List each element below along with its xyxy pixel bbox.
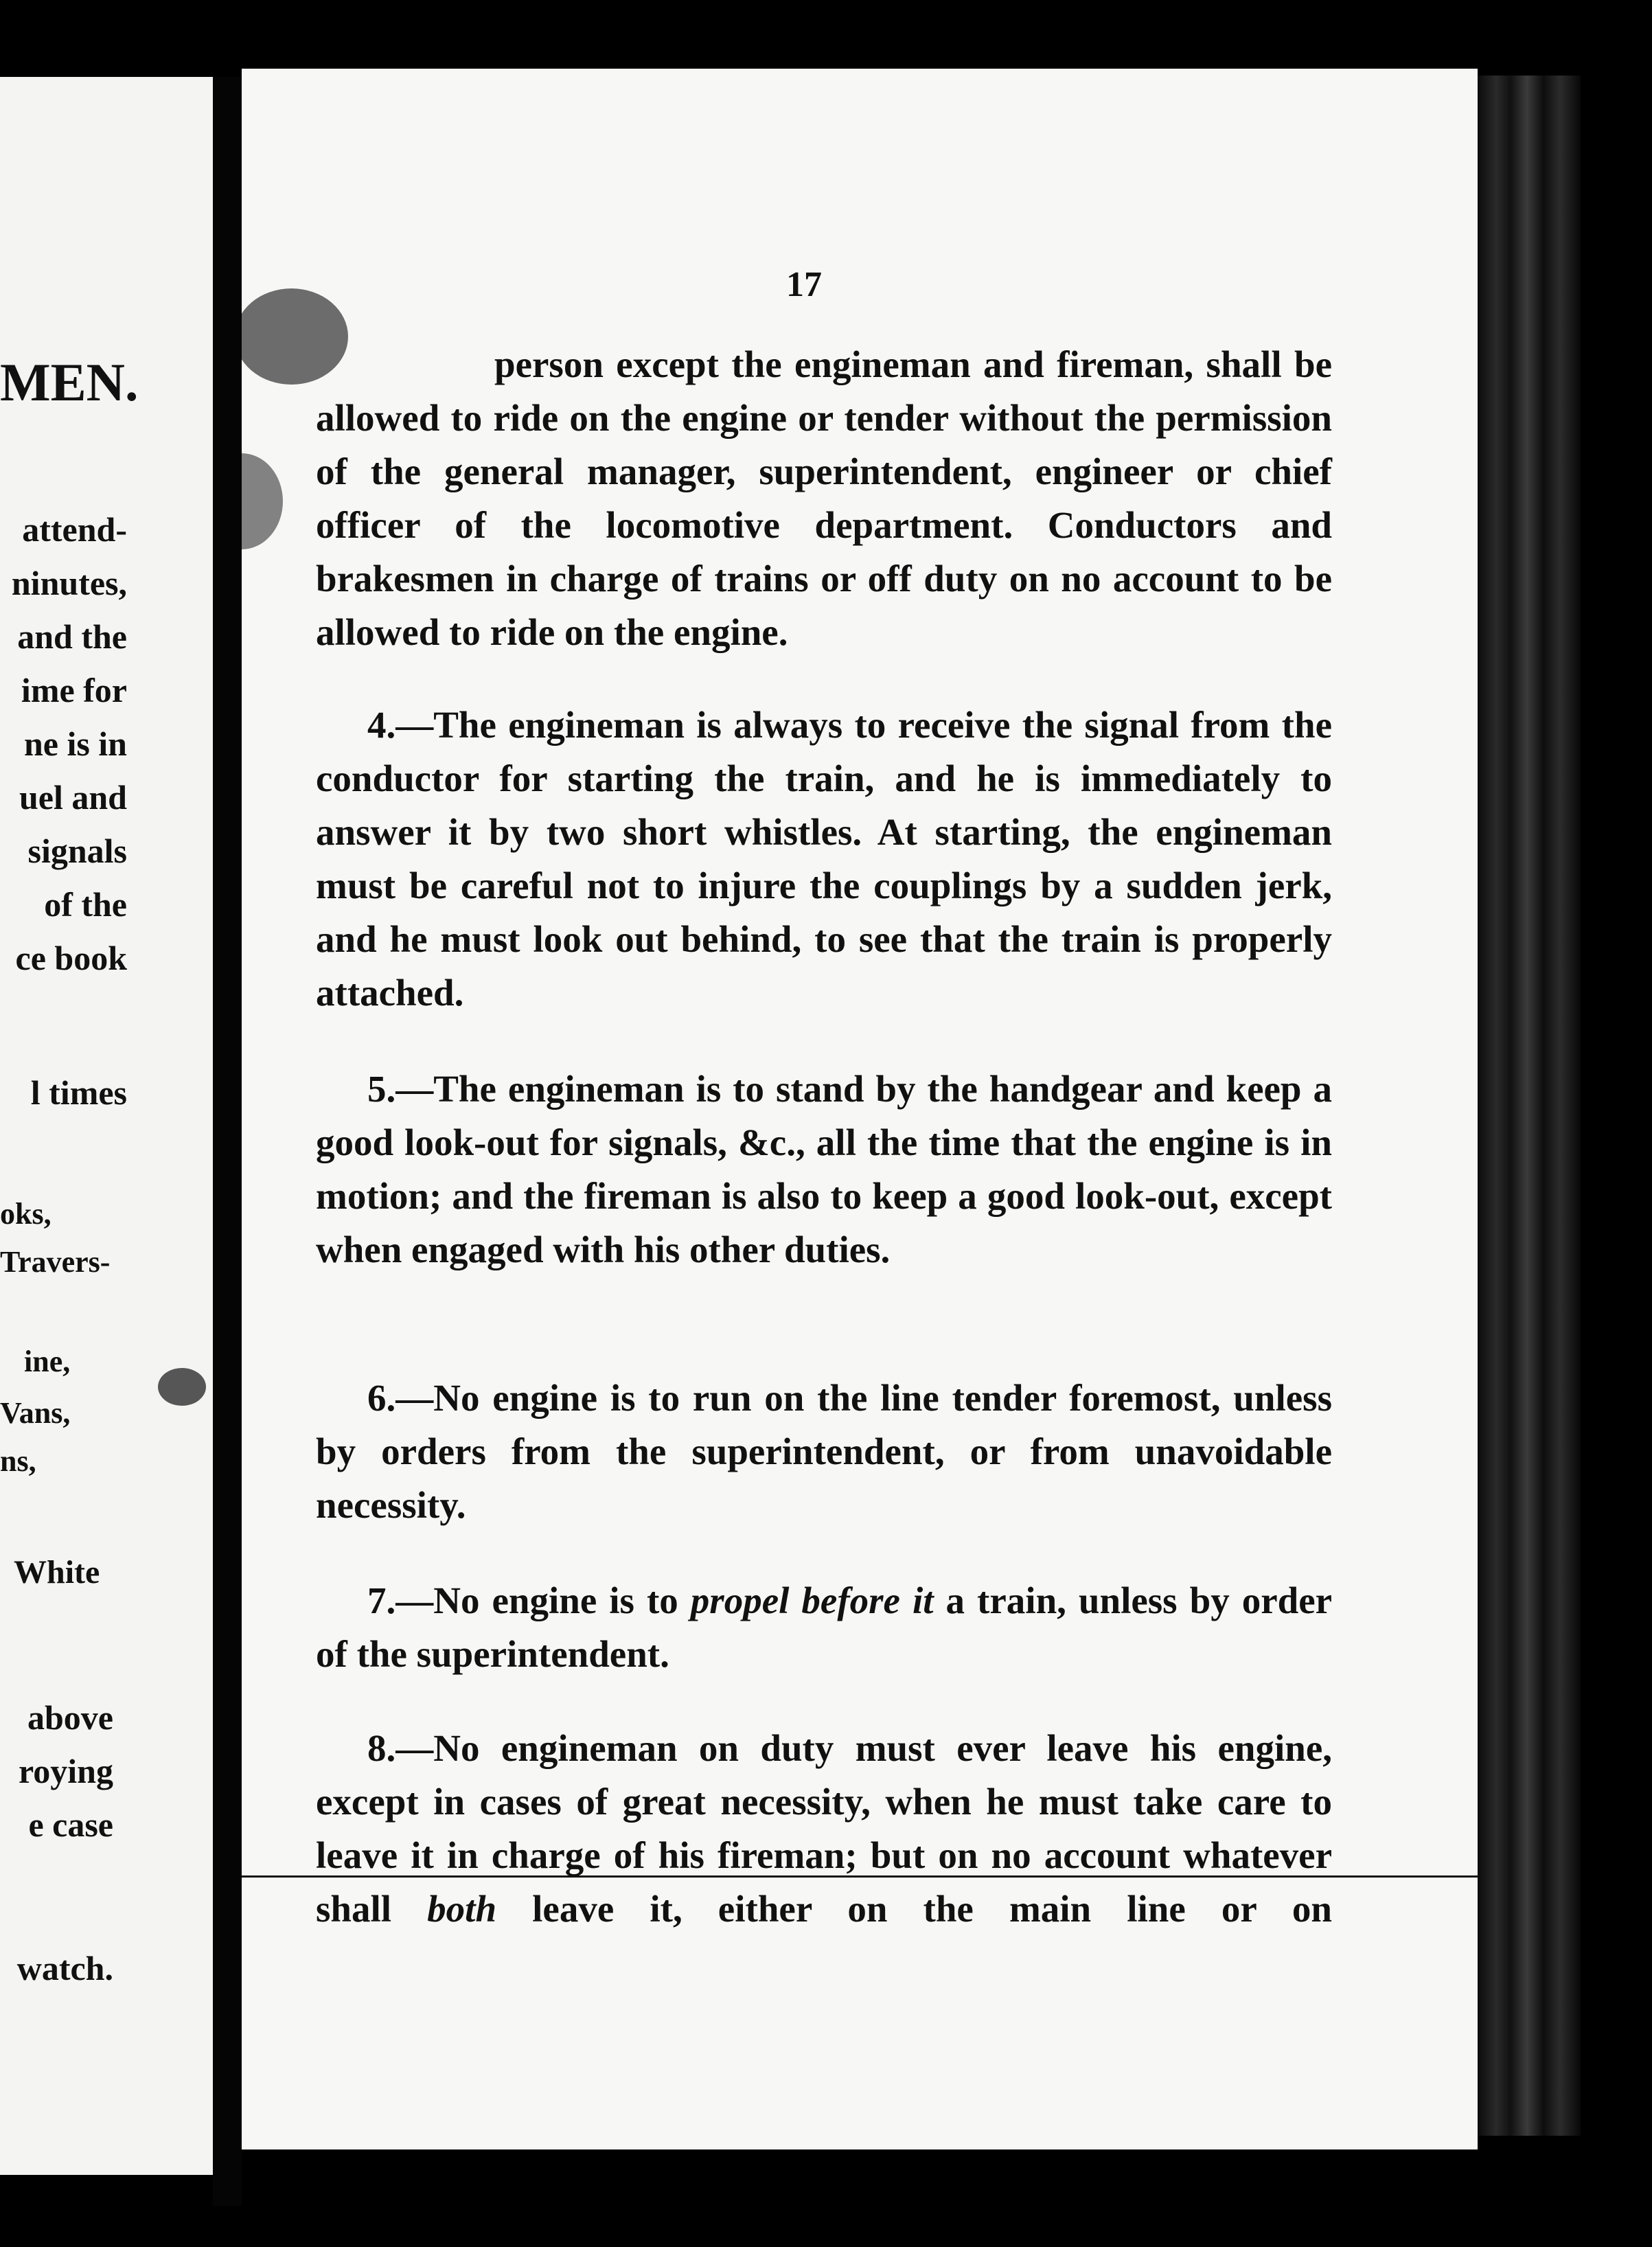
paragraph-text: 8.—No engineman on duty must ever leave his engine, except in cases of great necessity, when he must take care to leave it in charge of his fireman; but on no account whatever shall xyxy=(316,1727,1332,1930)
paragraph-5 xyxy=(316,1062,1332,1277)
paragraph-7 xyxy=(316,1574,1332,1681)
left-page-line: uel and xyxy=(19,778,127,817)
left-page-line: White xyxy=(14,1554,100,1590)
paragraph-text: a train, unless by order of the superintendent. xyxy=(316,1579,1333,1675)
left-page-line: oks, xyxy=(0,1197,51,1231)
left-page-line: Vans, xyxy=(0,1396,71,1430)
book-gutter xyxy=(213,77,242,2206)
left-page-line: e case xyxy=(28,1805,113,1844)
paragraph-8 xyxy=(316,1722,1332,1936)
paragraph-4 xyxy=(316,698,1332,1020)
paragraph-text: 7.—No engine is to xyxy=(367,1579,678,1621)
left-page-line: l times xyxy=(30,1073,127,1112)
left-page-line: ime for xyxy=(21,671,127,709)
paragraph-3-continued xyxy=(316,338,1332,659)
paragraph-text: 5.—The engineman is to stand by the handgear and keep a good look-out for signals, &c., all the time that the engine is in motion; and the fireman is also to keep a good look-out, except when engaged with his other duties. xyxy=(316,1068,1332,1270)
book-page-edges xyxy=(1478,76,1581,2136)
paragraph-text: 4.—The engineman is always to receive the signal from the conductor for starting the train, and he is immediately to answer it by two short whistles. At starting, the engineman must be careful not to injure the couplings by a sudden jerk, and he must look out behind, to see that the train is properly attached. xyxy=(316,704,1332,1014)
left-page-line: and the xyxy=(17,617,127,656)
left-page-line: of the xyxy=(44,885,127,924)
paragraph-text: person except the engineman and fireman, shall be allowed to ride on the engine or tender without the permission of the general manager, superintendent, engineer or chief officer of the locomotive department. Conductors and brakesmen in charge of trains or off duty on no account to be allowed to ride on the engine. xyxy=(316,343,1332,653)
left-page-line: ce book xyxy=(15,939,127,977)
ink-smudge xyxy=(242,453,283,549)
left-page-line: ine, xyxy=(24,1345,71,1378)
left-page-line: signals xyxy=(27,832,127,870)
left-page-line: ne is in xyxy=(23,725,127,763)
paragraph-italic-text: both xyxy=(427,1888,497,1930)
left-page-line: ns, xyxy=(0,1444,36,1478)
left-page-line: roying xyxy=(19,1752,113,1790)
paragraph-6 xyxy=(316,1371,1332,1532)
paragraph-italic-text: propel before it xyxy=(690,1579,934,1621)
left-page xyxy=(0,77,213,2175)
left-page-line: above xyxy=(27,1698,113,1737)
left-page-line: Travers- xyxy=(0,1245,111,1279)
left-page-line: watch. xyxy=(16,1949,113,1987)
ink-smudge xyxy=(158,1368,206,1406)
paragraph-text: 6.—No engine is to run on the line tender foremost, unless by orders from the superintendent, or from unavoidable necessity. xyxy=(316,1377,1332,1526)
page-number: 17 xyxy=(786,265,822,304)
left-page-heading: MEN. xyxy=(0,352,139,412)
paragraph-text: leave it, either on the main line or on xyxy=(532,1888,1333,1930)
left-page-line: ninutes, xyxy=(11,564,127,602)
left-page-line: attend- xyxy=(22,510,127,549)
